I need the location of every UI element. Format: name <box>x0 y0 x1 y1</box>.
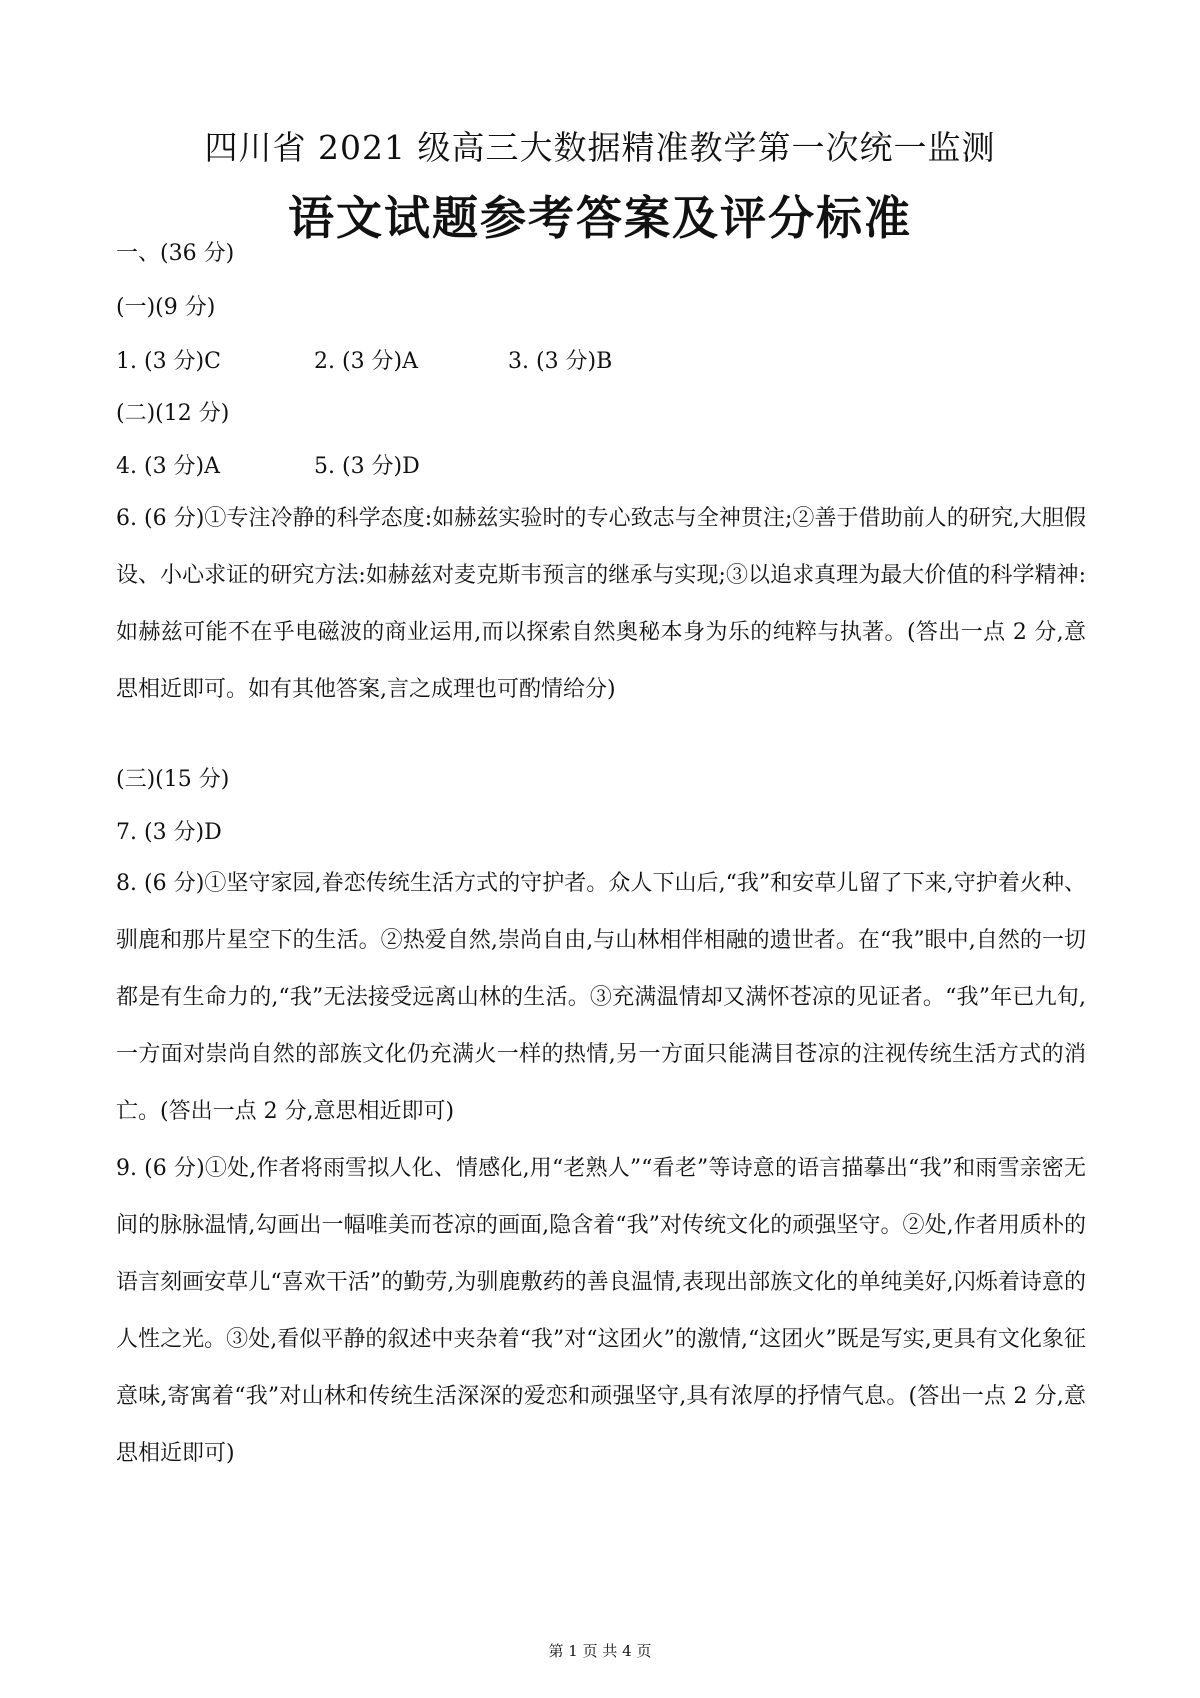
answer-q5: 5. (3 分)D <box>314 454 420 479</box>
document-subtitle: 语文试题参考答案及评分标准 <box>288 191 912 245</box>
section-1-2-heading: (二)(12 分) <box>116 401 230 426</box>
answer-q2: 2. (3 分)A <box>314 349 419 374</box>
section-1-3-heading: (三)(15 分) <box>116 767 230 792</box>
answer-q6: 6. (6 分)①专注冷静的科学态度:如赫兹实验时的专心致志与全神贯注;②善于借助前人的研究,大胆假设、小心求证的研究方法:如赫兹对麦克斯韦预言的继承与实现;③以追求真理为最大价值的科学精神:如赫兹可能不在乎电磁波的商业运用,而以探索自然奥秘本身为乐的纯粹与执著。(答出一点 2 分,意思相近即可。如有其他答案,言之成理也可酌情给分) <box>116 506 1086 702</box>
section-1-1-heading: (一)(9 分) <box>116 295 216 320</box>
answer-q1: 1. (3 分)C <box>116 349 221 374</box>
answer-q3: 3. (3 分)B <box>508 349 613 374</box>
answer-q4: 4. (3 分)A <box>116 454 221 479</box>
answer-q9: 9. (6 分)①处,作者将雨雪拟人化、情感化,用“老熟人”“看老”等诗意的语言描摹出“我”和雨雪亲密无间的脉脉温情,勾画出一幅唯美而苍凉的画面,隐含着“我”对传统文化的顽强坚守。②处,作者用质朴的语言刻画安草儿“喜欢干活”的勤劳,为驯鹿敷药的善良温情,表现出部族文化的单纯美好,闪烁着诗意的人性之光。③处,看似平静的叙述中夹杂着“我”对“这团火”的激情,“这团火”既是写实,更具有文化象征意味,寄寓着“我”对山林和传统生活深深的爱恋和顽强坚守,具有浓厚的抒情气息。(答出一点 2 分,意思相近即可) <box>116 1156 1086 1466</box>
answer-q7: 7. (3 分)D <box>116 820 222 845</box>
exam-title: 四川省 2021 级高三大数据精准教学第一次统一监测 <box>204 128 996 167</box>
page-number: 第 1 页 共 4 页 <box>548 1642 652 1660</box>
section-1-heading: 一、(36 分) <box>116 241 235 266</box>
answer-q8: 8. (6 分)①坚守家园,眷恋传统生活方式的守护者。众人下山后,“我”和安草儿留了下来,守护着火种、驯鹿和那片星空下的生活。②热爱自然,崇尚自由,与山林相伴相融的遗世者。在“我”眼中,自然的一切都是有生命力的,“我”无法接受远离山林的生活。③充满温情却又满怀苍凉的见证者。“我”年已九旬,一方面对崇尚自然的部族文化仍充满火一样的热情,另一方面只能满目苍凉的注视传统生活方式的消亡。(答出一点 2 分,意思相近即可) <box>116 871 1086 1124</box>
